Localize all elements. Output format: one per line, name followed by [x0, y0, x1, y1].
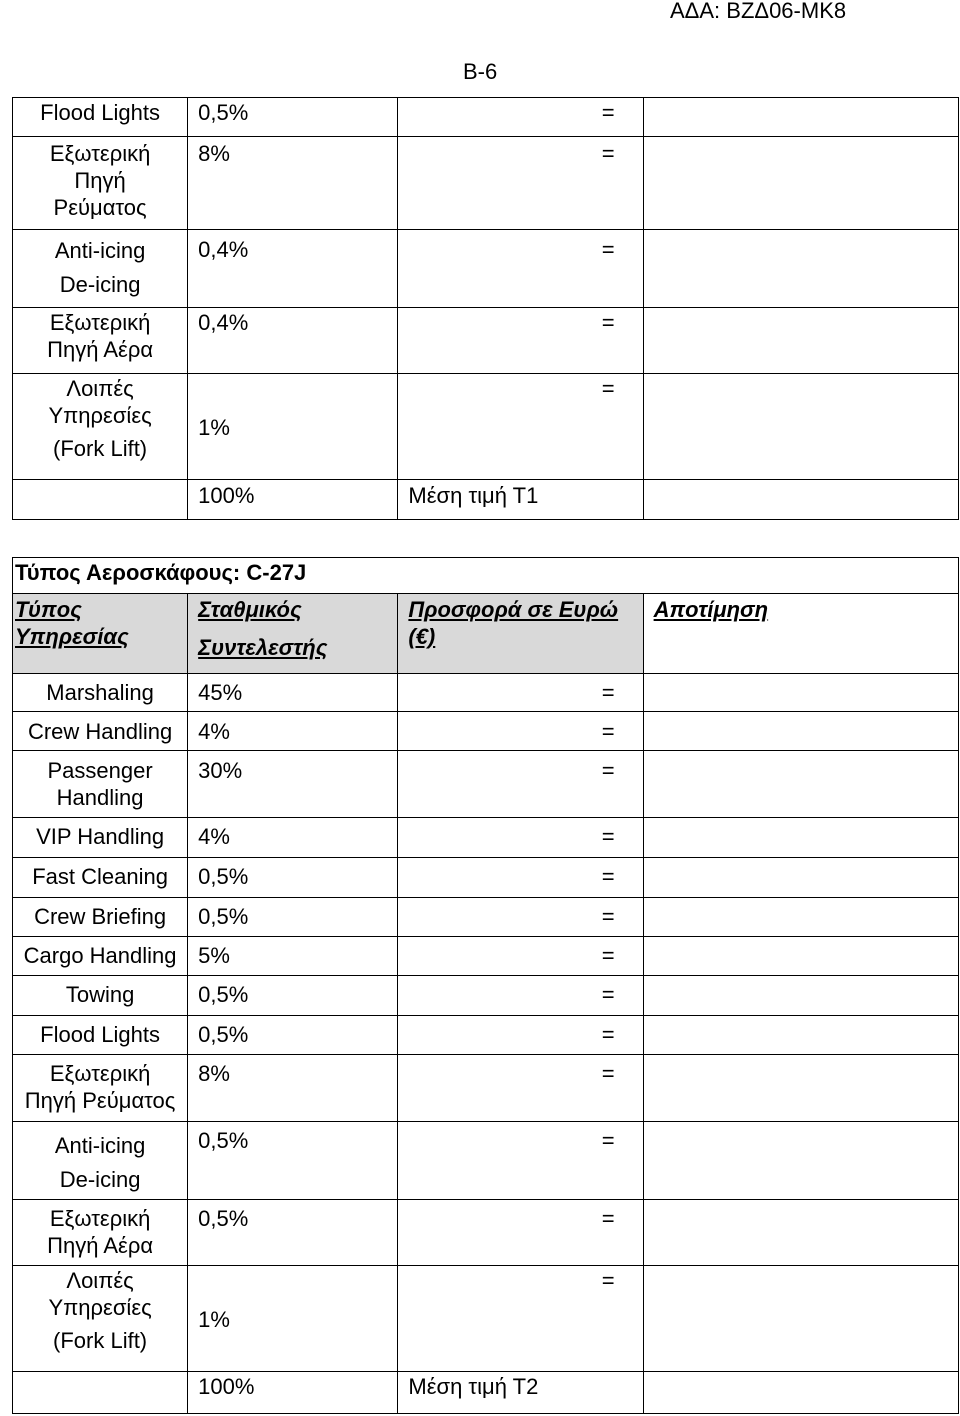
service-name-line2: (Fork Lift)	[53, 436, 148, 461]
evaluation-cell	[643, 1122, 958, 1200]
weight-factor: 1%	[188, 374, 398, 480]
weight-factor: 0,5%	[188, 1122, 398, 1200]
table-row	[13, 858, 959, 898]
offer-cell[interactable]: =	[398, 1200, 643, 1266]
offer-cell[interactable]: =	[398, 712, 643, 751]
offer-cell[interactable]: =	[398, 1055, 643, 1122]
service-name: Crew Briefing	[13, 898, 188, 937]
evaluation-cell	[643, 98, 958, 137]
evaluation-cell	[643, 674, 958, 712]
service-name: Anti-icing	[54, 238, 146, 263]
weight-factor: 45%	[188, 674, 398, 712]
weight-factor: 0,5%	[188, 1200, 398, 1266]
offer-cell[interactable]: =	[398, 1016, 643, 1055]
evaluation-cell	[643, 137, 958, 230]
weight-factor: 0,5%	[188, 1016, 398, 1055]
evaluation-cell	[643, 480, 958, 520]
title-row	[13, 558, 959, 594]
evaluation-cell	[643, 858, 958, 898]
weight-factor: 0,5%	[188, 976, 398, 1016]
table-row	[13, 1122, 959, 1200]
weight-factor: 0,4%	[188, 308, 398, 374]
table-row	[13, 308, 959, 374]
offer-cell[interactable]: =	[398, 230, 643, 308]
header-weight-factor-line2: Συντελεστής	[198, 635, 328, 660]
table-t1	[12, 97, 959, 520]
evaluation-cell	[643, 898, 958, 937]
offer-cell[interactable]: =	[398, 308, 643, 374]
service-name-line2: De-icing	[59, 1167, 141, 1192]
table-row	[13, 137, 959, 230]
service-name: Passenger Handling	[13, 751, 188, 818]
empty-cell	[13, 480, 188, 520]
weight-factor: 0,4%	[188, 230, 398, 308]
table-row	[13, 712, 959, 751]
evaluation-cell	[643, 230, 958, 308]
total-weight: 100%	[188, 1372, 398, 1414]
service-name: Cargo Handling	[13, 937, 188, 976]
service-name: VIP Handling	[13, 818, 188, 858]
service-name: Fast Cleaning	[13, 858, 188, 898]
weight-factor: 4%	[188, 712, 398, 751]
weight-factor: 5%	[188, 937, 398, 976]
table-row	[13, 1266, 959, 1372]
evaluation-cell	[643, 712, 958, 751]
offer-cell[interactable]: =	[398, 937, 643, 976]
average-label: Μέση τιμή Τ2	[398, 1372, 643, 1414]
weight-factor: 4%	[188, 818, 398, 858]
header-evaluation: Αποτίμηση	[643, 594, 958, 674]
evaluation-cell	[643, 1055, 958, 1122]
service-name: Flood Lights	[13, 1016, 188, 1055]
service-name-cell	[13, 230, 188, 308]
table-row	[13, 937, 959, 976]
evaluation-cell	[643, 1016, 958, 1055]
table-row	[13, 374, 959, 480]
service-name: Towing	[13, 976, 188, 1016]
service-name: Εξωτερική Πηγή Αέρα	[13, 1200, 188, 1266]
weight-factor: 8%	[188, 137, 398, 230]
table-row	[13, 898, 959, 937]
evaluation-cell	[643, 1266, 958, 1372]
empty-cell	[13, 1372, 188, 1414]
weight-factor: 0,5%	[188, 858, 398, 898]
table-row	[13, 1200, 959, 1266]
evaluation-cell	[643, 818, 958, 858]
offer-cell[interactable]: =	[398, 898, 643, 937]
service-name-line2: De-icing	[59, 272, 141, 297]
service-name: Marshaling	[13, 674, 188, 712]
service-name: Εξωτερική Πηγή Ρεύματος	[13, 1055, 188, 1122]
offer-cell[interactable]: =	[398, 674, 643, 712]
total-weight: 100%	[188, 480, 398, 520]
offer-cell[interactable]: =	[398, 1266, 643, 1372]
offer-cell[interactable]: =	[398, 976, 643, 1016]
table-row	[13, 1016, 959, 1055]
header-weight-factor: Σταθμικός	[198, 597, 302, 622]
service-name: Λοιπές Υπηρεσίες	[48, 1268, 152, 1320]
offer-cell[interactable]: =	[398, 1122, 643, 1200]
service-name-cell	[13, 1122, 188, 1200]
evaluation-cell	[643, 308, 958, 374]
offer-cell[interactable]: =	[398, 137, 643, 230]
ada-code: ΑΔΑ: ΒΖΔ06-ΜΚ8	[670, 0, 847, 23]
service-name: Εξωτερική Πηγή Αέρα	[13, 308, 188, 374]
average-label: Μέση τιμή Τ1	[398, 480, 643, 520]
offer-cell[interactable]: =	[398, 374, 643, 480]
table-row	[13, 230, 959, 308]
service-name: Crew Handling	[13, 712, 188, 751]
table-row	[13, 674, 959, 712]
service-name-cell	[13, 374, 188, 480]
aircraft-type: Τύπος Αεροσκάφους: C-27J	[13, 558, 959, 594]
table-row	[13, 98, 959, 137]
weight-factor: 0,5%	[188, 898, 398, 937]
service-name: Flood Lights	[13, 98, 188, 137]
evaluation-cell	[643, 374, 958, 480]
total-row	[13, 480, 959, 520]
evaluation-cell	[643, 937, 958, 976]
table-row	[13, 1055, 959, 1122]
evaluation-cell	[643, 976, 958, 1016]
offer-cell[interactable]: =	[398, 751, 643, 818]
service-name-line2: (Fork Lift)	[53, 1328, 148, 1353]
weight-factor: 30%	[188, 751, 398, 818]
service-name-cell	[13, 1266, 188, 1372]
table-row	[13, 818, 959, 858]
service-name: Anti-icing	[54, 1133, 146, 1158]
evaluation-cell	[643, 751, 958, 818]
offer-cell[interactable]: =	[398, 818, 643, 858]
header-service-type: Τύπος Υπηρεσίας	[13, 594, 188, 674]
table-row	[13, 976, 959, 1016]
header-offer: Προσφορά σε Ευρώ (€)	[398, 594, 643, 674]
page-number: Β-6	[463, 59, 498, 84]
header-row	[13, 594, 959, 674]
evaluation-cell	[643, 1200, 958, 1266]
total-row	[13, 1372, 959, 1414]
service-name: Εξωτερική Πηγή Ρεύματος	[13, 137, 188, 230]
offer-cell[interactable]: =	[398, 858, 643, 898]
header-weight-factor-cell	[188, 594, 398, 674]
table-row	[13, 751, 959, 818]
table-t2	[12, 557, 959, 1414]
service-name: Λοιπές Υπηρεσίες	[48, 376, 152, 428]
weight-factor: 8%	[188, 1055, 398, 1122]
offer-cell[interactable]: =	[398, 98, 643, 137]
weight-factor: 0,5%	[188, 98, 398, 137]
weight-factor: 1%	[188, 1266, 398, 1372]
evaluation-cell	[643, 1372, 958, 1414]
